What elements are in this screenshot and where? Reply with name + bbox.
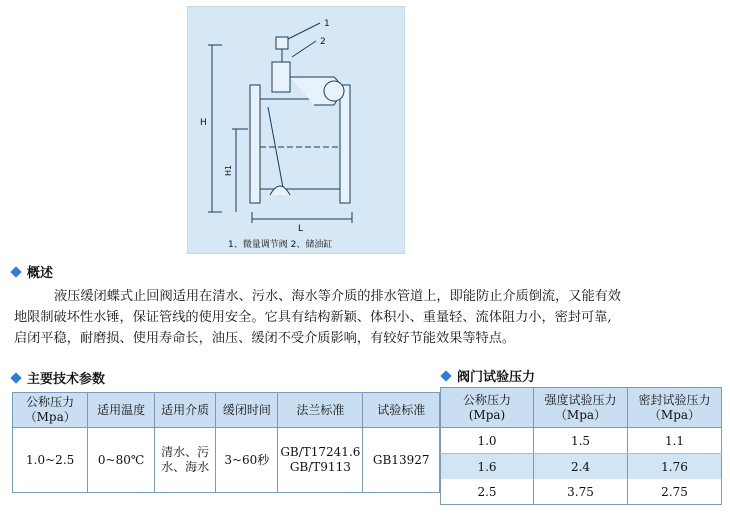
drawing-caption: 1、微量调节阀 2、储油缸: [228, 240, 333, 250]
cell-seal: 1.1: [627, 428, 721, 454]
diamond-icon: [10, 372, 21, 383]
cell-seal: 1.76: [627, 454, 721, 480]
diamond-icon: [440, 370, 451, 381]
test-title: 阀门试验压力: [457, 370, 536, 385]
header-medium: 适用介质: [154, 393, 215, 428]
overview-line: 液压缓闭蝶式止回阀适用在清水、污水、海水等介质的排水管道上，即能防止介质倒流，又能有效: [54, 289, 622, 304]
params-heading: [12, 368, 105, 387]
overview-line: 启闭平稳，耐磨损、使用寿命长，油压、缓闭不受介质影响，有较好节能效果等特点。: [14, 331, 516, 346]
cell-medium: 清水、污 水、海水: [154, 428, 215, 493]
params-data-row: [13, 428, 440, 493]
test-pressure-table: [440, 387, 722, 505]
header-temp: 适用温度: [88, 393, 155, 428]
table-row: [441, 454, 722, 480]
cell-temp: 0~80℃: [88, 428, 155, 493]
header-time: 缓闭时间: [216, 393, 278, 428]
cell-time: 3~60秒: [216, 428, 278, 493]
label-2: 2: [320, 37, 326, 47]
test-header-row: [441, 388, 722, 428]
label-L: L: [298, 224, 304, 234]
overview-heading: [12, 262, 53, 281]
params-title: 主要技术参数: [27, 372, 106, 387]
diamond-icon: [10, 266, 21, 277]
test-heading: [442, 366, 535, 385]
table-row: [441, 428, 722, 454]
header-nominal: 公称压力 (Mpa): [441, 388, 534, 428]
header-seal: 密封试验压力 （Mpa）: [627, 388, 721, 428]
cell-nominal: 1.6: [441, 454, 534, 480]
cell-strength: 2.4: [533, 454, 627, 480]
overview-title: 概述: [27, 266, 54, 281]
cell-nominal: 1.0: [441, 428, 534, 454]
header-flange: 法兰标准: [278, 393, 363, 428]
label-H: H: [200, 118, 207, 128]
params-table: [12, 392, 440, 493]
cell-strength: 1.5: [533, 428, 627, 454]
cell-strength: 3.75: [533, 479, 627, 505]
valve-diagram: [188, 7, 404, 253]
overview-paragraph: [14, 286, 726, 349]
cell-seal: 2.75: [627, 479, 721, 505]
overview-line: 地限制破坏性水锤，保证管线的使用安全。它具有结构新颖、体积小、重量轻、流体阻力小，密封可靠,: [14, 310, 612, 325]
label-1: 1: [324, 19, 330, 29]
header-strength: 强度试验压力 （Mpa）: [533, 388, 627, 428]
cell-pressure: 1.0~2.5: [13, 428, 88, 493]
cell-flange: GB/T17241.6 GB/T9113: [278, 428, 363, 493]
cell-test: GB13927: [363, 428, 440, 493]
table-row: [441, 479, 722, 505]
valve-drawing: [187, 6, 405, 254]
header-test: 试验标准: [363, 393, 440, 428]
params-header-row: [13, 393, 440, 428]
cell-nominal: 2.5: [441, 479, 534, 505]
label-H1: H1: [224, 164, 233, 176]
header-pressure: 公称压力 （Mpa）: [13, 393, 88, 428]
